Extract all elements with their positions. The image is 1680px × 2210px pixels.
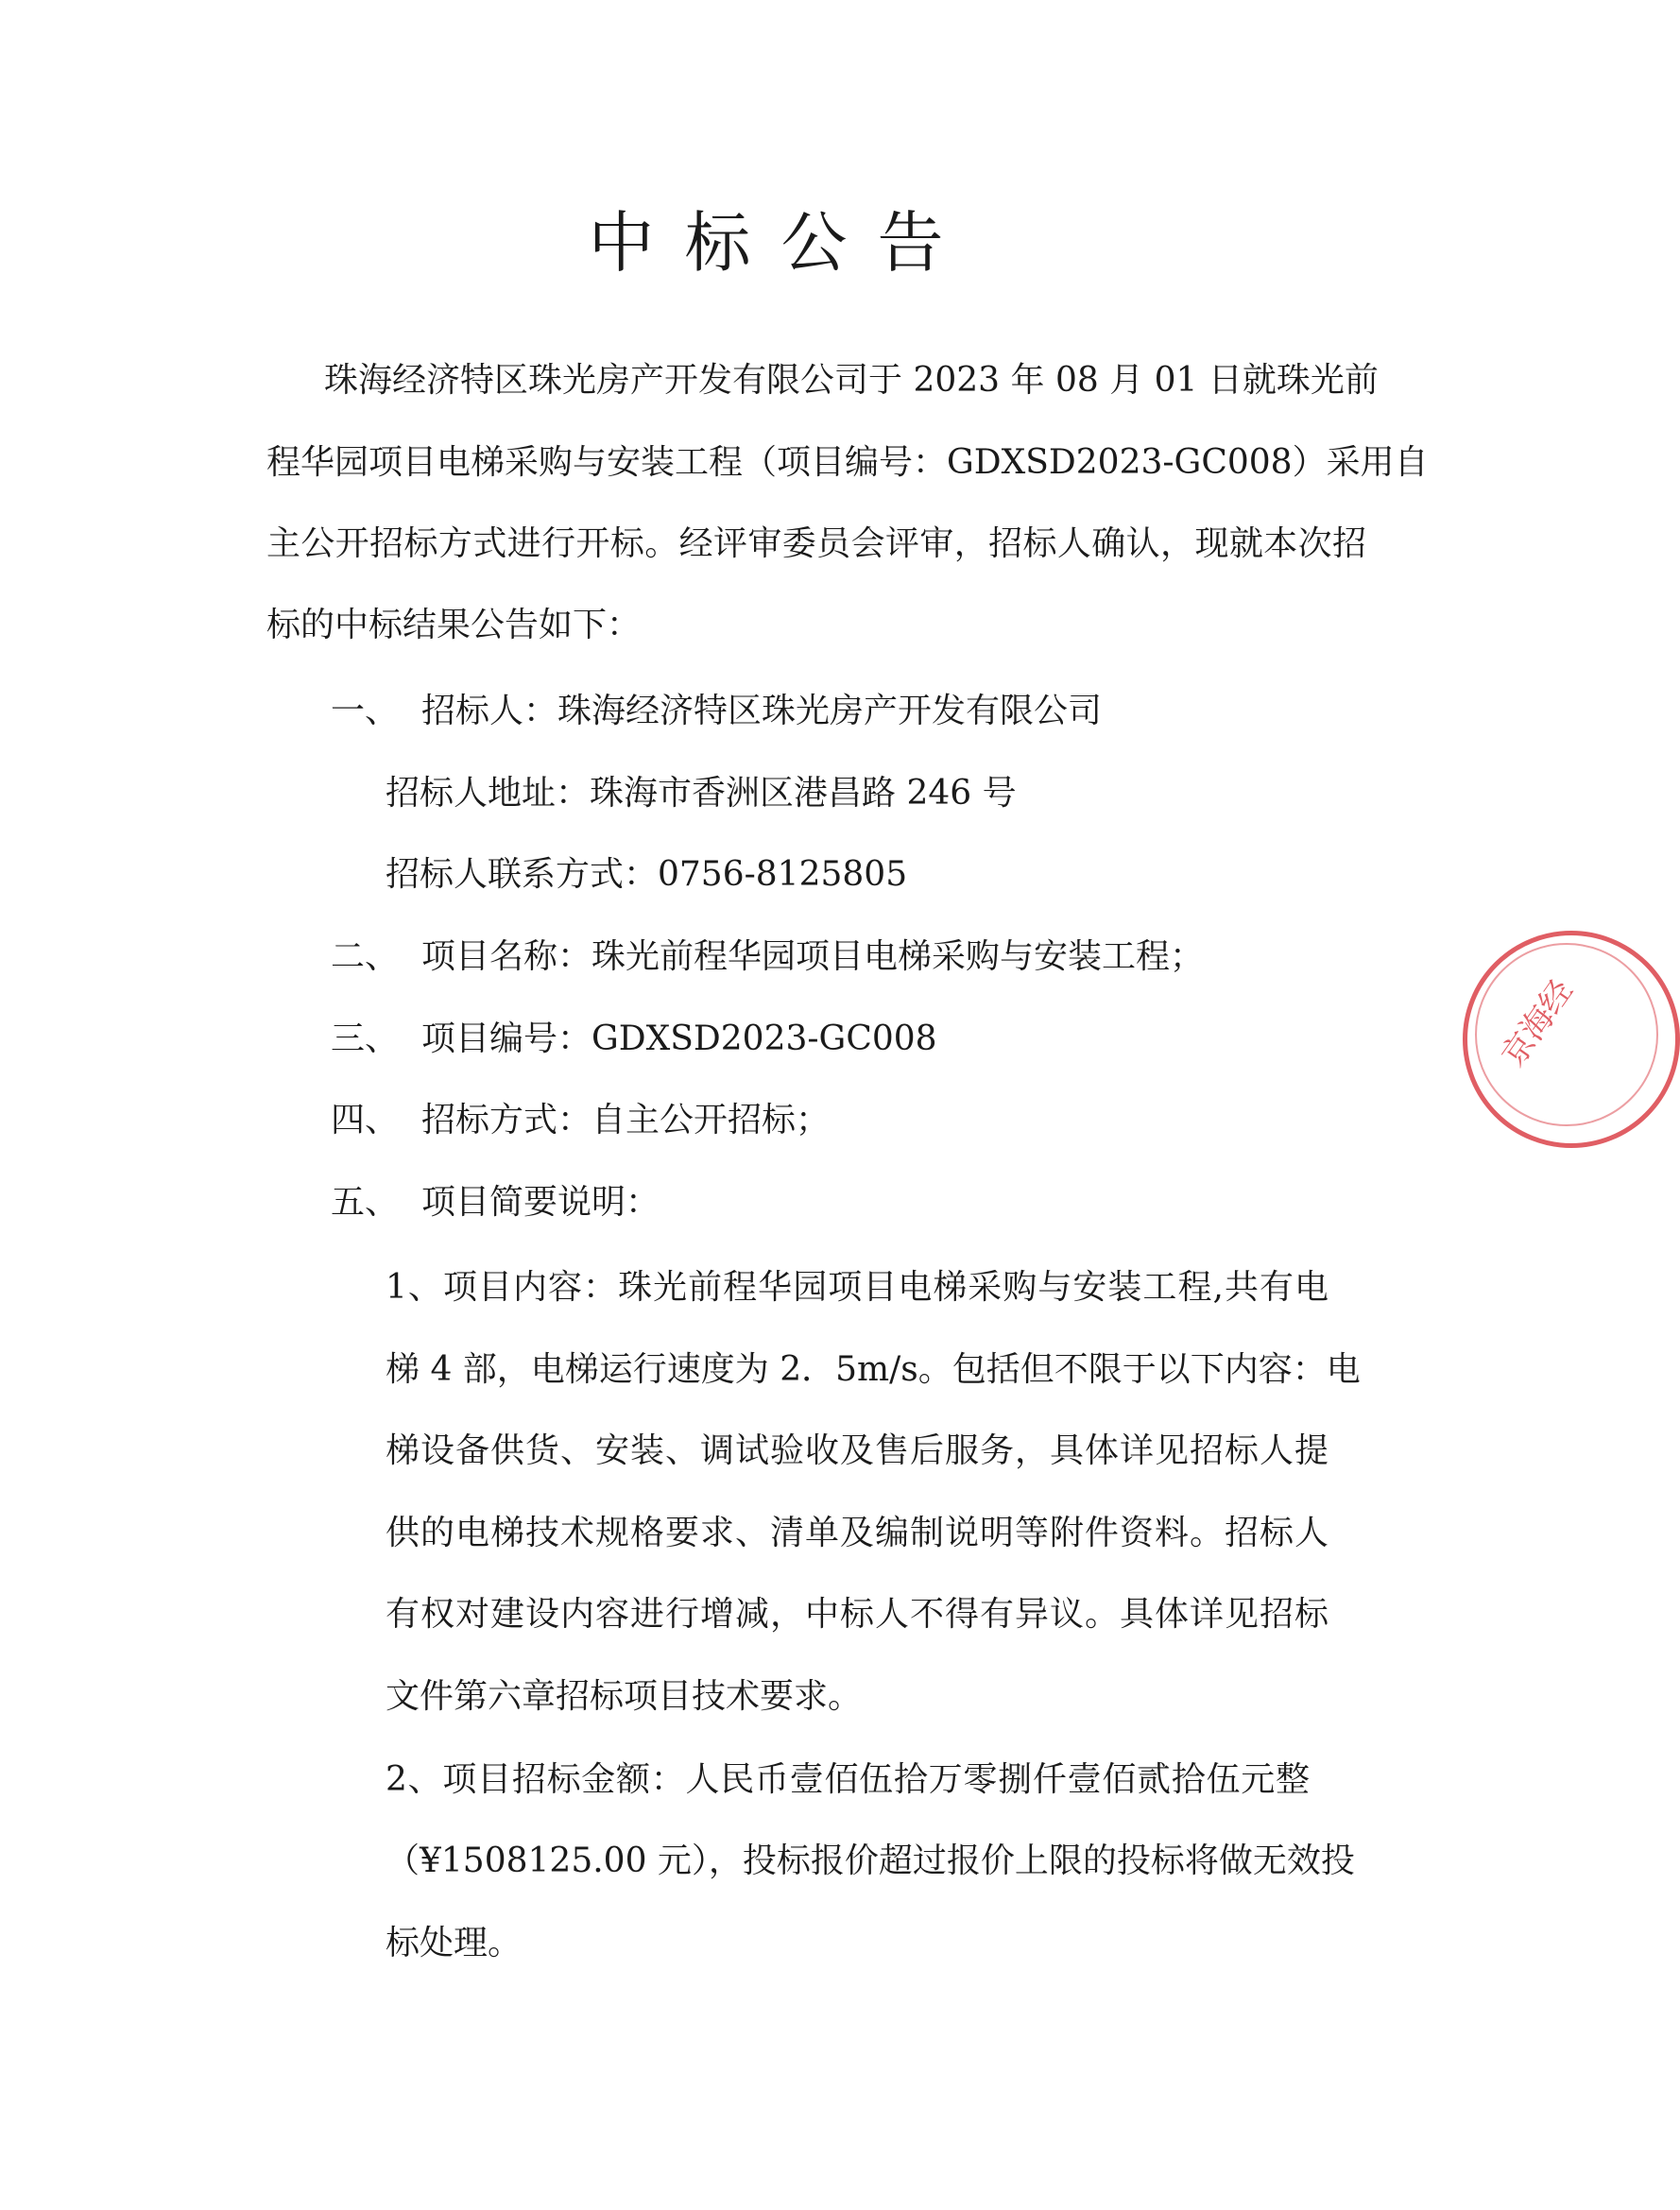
intro-line-1: 珠海经济特区珠光房产开发有限公司于 2023 年 08 月 01 日就珠光前 xyxy=(324,361,1379,400)
item1-line-2: 梯 4 部，电梯运行速度为 2．5m/s。包括但不限于以下内容：电 xyxy=(386,1350,1361,1389)
section-number: 一、 xyxy=(331,692,400,730)
section-number: 三、 xyxy=(331,1019,400,1058)
section-3 xyxy=(331,1019,937,1058)
company-seal-stamp xyxy=(1463,931,1680,1148)
item2-line-1: 2、项目招标金额：人民币壹佰伍拾万零捌仟壹佰贰拾伍元整 xyxy=(386,1760,1310,1799)
section-text: 招标人：珠海经济特区珠光房产开发有限公司 xyxy=(421,692,1103,730)
item1-line-6: 文件第六章招标项目技术要求。 xyxy=(386,1677,863,1716)
page-title: 中标公告 xyxy=(588,204,974,282)
section-4 xyxy=(331,1101,831,1139)
item2-line-3: 标处理。 xyxy=(386,1924,523,1962)
tenderer-contact: 招标人联系方式：0756-8125805 xyxy=(386,855,908,894)
item1-line-5: 有权对建设内容进行增减，中标人不得有异议。具体详见招标 xyxy=(386,1595,1329,1634)
intro-line-2: 程华园项目电梯采购与安装工程（项目编号：GDXSD2023-GC008）采用自 xyxy=(266,443,1429,482)
section-5 xyxy=(331,1183,660,1222)
item2-line-2: （¥1508125.00 元），投标报价超过报价上限的投标将做无效投 xyxy=(386,1842,1355,1880)
section-2 xyxy=(331,937,1205,976)
section-number: 四、 xyxy=(331,1101,400,1139)
item1-line-3: 梯设备供货、安装、调试验收及售后服务，具体详见招标人提 xyxy=(386,1431,1329,1470)
item1-line-4: 供的电梯技术规格要求、清单及编制说明等附件资料。招标人 xyxy=(386,1514,1329,1552)
section-text: 项目简要说明： xyxy=(421,1183,660,1222)
section-text: 项目编号：GDXSD2023-GC008 xyxy=(421,1019,937,1058)
intro-line-4: 标的中标结果公告如下： xyxy=(266,606,642,644)
section-number: 五、 xyxy=(331,1183,400,1222)
item1-line-1: 1、项目内容：珠光前程华园项目电梯采购与安装工程,共有电 xyxy=(386,1268,1329,1307)
section-text: 招标方式：自主公开招标； xyxy=(421,1101,831,1139)
section-1 xyxy=(331,694,1102,728)
tenderer-address: 招标人地址：珠海市香洲区港昌路 246 号 xyxy=(386,774,1017,813)
seal-text: 京海经 xyxy=(1494,972,1582,1074)
seal-ring-icon xyxy=(1463,931,1671,1139)
section-text: 项目名称：珠光前程华园项目电梯采购与安装工程； xyxy=(421,937,1205,976)
intro-line-3: 主公开招标方式进行开标。经评审委员会评审，招标人确认，现就本次招 xyxy=(266,524,1366,563)
section-number: 二、 xyxy=(331,937,400,976)
